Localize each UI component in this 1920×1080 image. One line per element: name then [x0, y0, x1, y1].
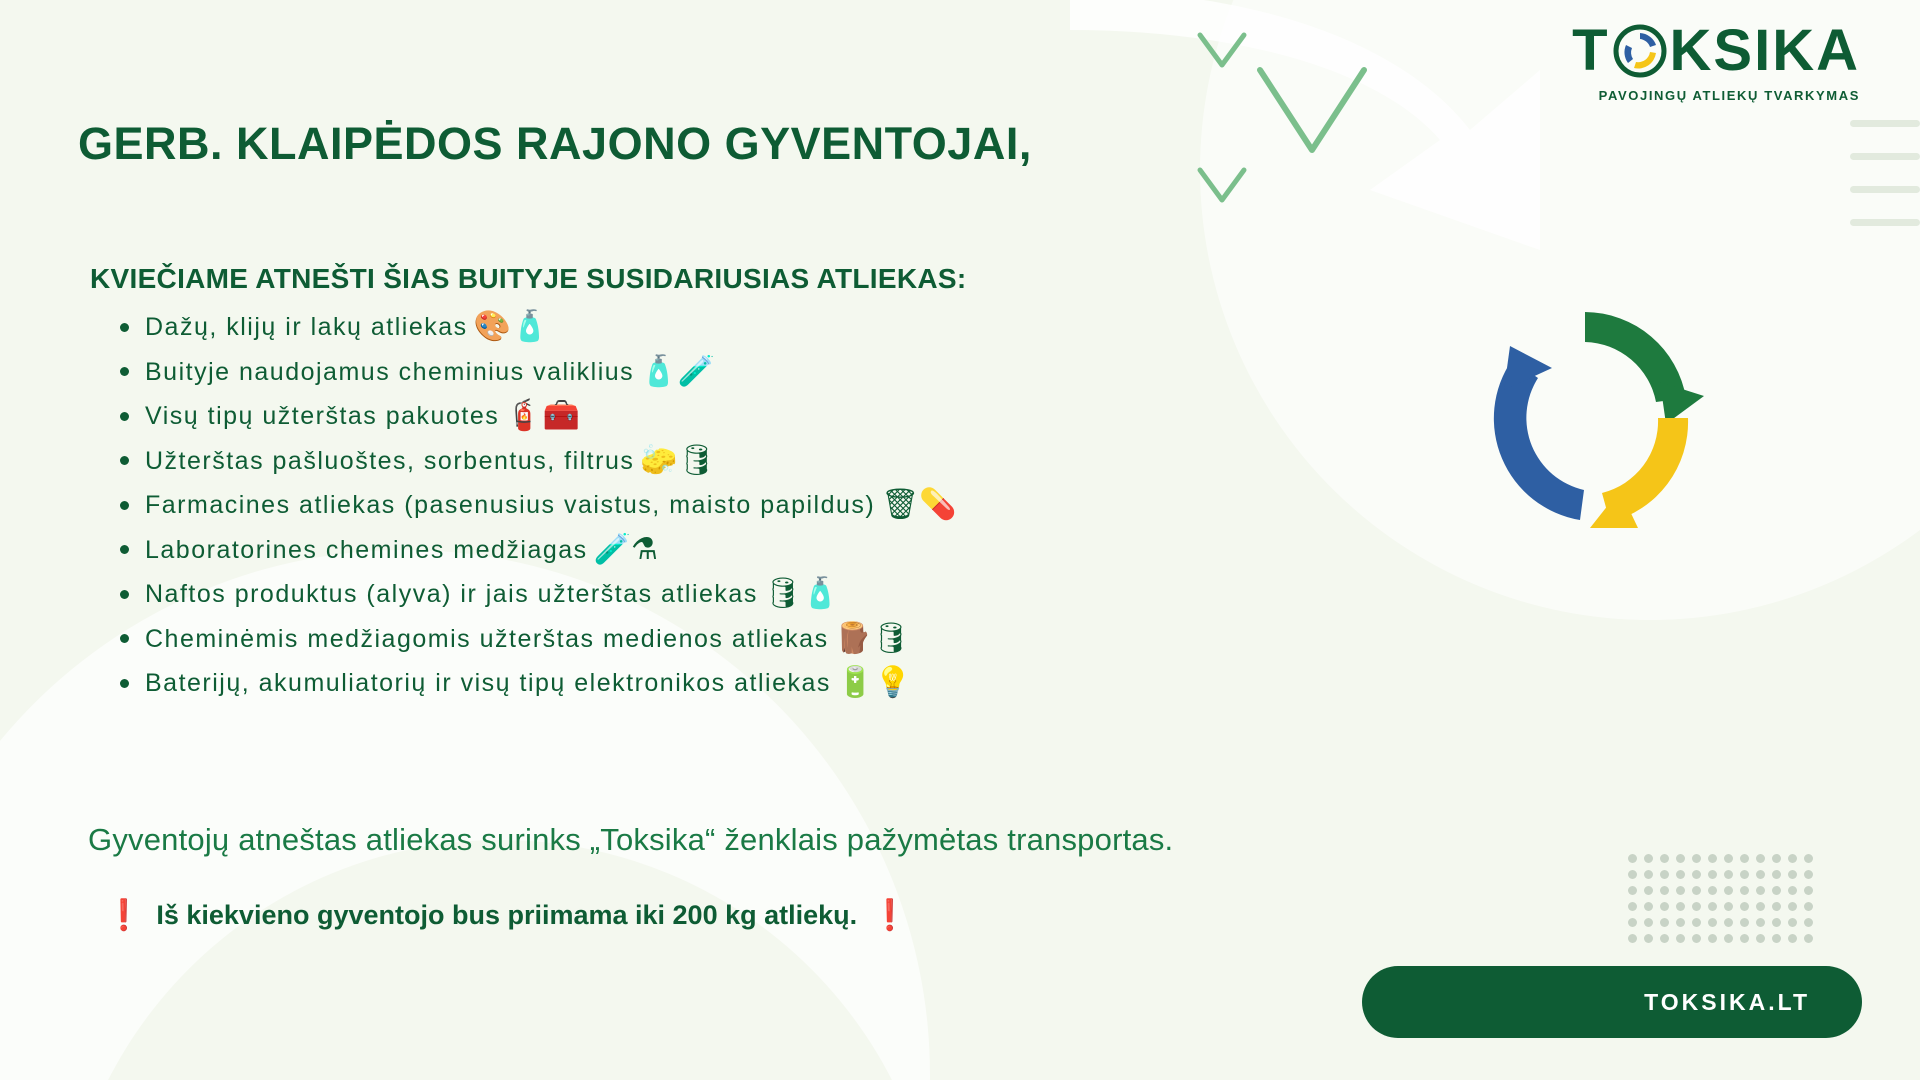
list-item: [120, 528, 1440, 573]
bullet-icon: [120, 323, 129, 332]
list-item: [120, 439, 1440, 484]
battery-electronics-icon: 🔋💡: [836, 666, 912, 700]
list-item: [120, 394, 1440, 439]
list-item-label: Baterijų, akumuliatorių ir visų tipų elektronikos atliekas: [145, 669, 831, 697]
bullet-icon: [120, 634, 129, 643]
list-item: [120, 305, 1440, 350]
list-item-label: Naftos produktus (alyva) ir jais užterštas atliekas: [145, 580, 758, 608]
exclamation-icon-left: ❗: [105, 899, 143, 932]
section-subtitle: KVIEČIAME ATNEŠTI ŠIAS BUITYJE SUSIDARIUSIAS ATLIEKAS:: [90, 263, 967, 295]
logo-tagline: PAVOJINGŲ ATLIEKŲ TVARKYMAS: [1598, 88, 1860, 103]
list-item-label: Farmacines atliekas (pasenusius vaistus, maisto papildus): [145, 491, 876, 519]
rag-filter-icon: 🧽🛢: [640, 443, 716, 477]
bullet-icon: [120, 679, 129, 688]
list-item: [120, 483, 1440, 528]
bullet-icon: [120, 501, 129, 510]
wood-waste-icon: 🪵🛢: [834, 621, 911, 655]
list-item: [120, 350, 1440, 395]
logo-text-right: KSIKA: [1669, 18, 1860, 83]
dot-grid-decoration: [1628, 854, 1820, 950]
cleaner-bottle-icon: 🧴🧪: [640, 354, 715, 388]
waste-types-list: [120, 305, 1440, 706]
bullet-icon: [120, 456, 129, 465]
oil-barrel-icon: 🛢🧴: [763, 577, 840, 611]
lab-chemicals-icon: 🧪⚗: [593, 532, 658, 566]
logo-text-left: T: [1572, 18, 1610, 83]
list-item: [120, 661, 1440, 706]
bullet-icon: [120, 545, 129, 554]
bullet-icon: [120, 367, 129, 376]
list-item-label: Laboratorines chemines medžiagas: [145, 535, 588, 564]
list-item-label: Visų tipų užterštas pakuotes: [145, 402, 500, 430]
paint-bucket-icon: 🎨🧴: [473, 310, 549, 344]
recycle-arrows-illustration: [1460, 290, 1710, 540]
medicine-waste-icon: 🗑💊: [881, 488, 957, 522]
list-item: [120, 572, 1440, 617]
list-item-label: Dažų, klijų ir lakų atliekas: [145, 313, 468, 341]
website-button[interactable]: TOKSIKA.LT: [1362, 966, 1862, 1038]
list-item-label: Užterštas pašluoštes, sorbentus, filtrus: [145, 446, 635, 475]
logo-wordmark: [1572, 18, 1860, 83]
weight-limit-text: Iš kiekvieno gyventojo bus priimama iki 200 kg atliekų.: [156, 900, 858, 930]
list-item-label: Buityje naudojamus cheminius valiklius: [145, 357, 635, 386]
logo-recycle-icon: [1612, 23, 1668, 79]
list-item: [120, 617, 1440, 662]
weight-limit-note: [105, 898, 909, 933]
chevron-decoration: [1190, 20, 1410, 210]
background-line-accents: [1850, 120, 1920, 320]
canister-icon: 🧯🧰: [505, 399, 580, 433]
exclamation-icon-right: ❗: [871, 899, 909, 932]
bullet-icon: [120, 590, 129, 599]
page-title: GERB. KLAIPĖDOS RAJONO GYVENTOJAI,: [78, 118, 1032, 170]
toksika-logo: [1572, 18, 1860, 103]
list-item-label: Cheminėmis medžiagomis užterštas medienos atliekas: [145, 624, 829, 653]
transport-note: Gyventojų atneštas atliekas surinks „Toksika“ ženklais pažymėtas transportas.: [88, 822, 1174, 857]
bullet-icon: [120, 412, 129, 421]
